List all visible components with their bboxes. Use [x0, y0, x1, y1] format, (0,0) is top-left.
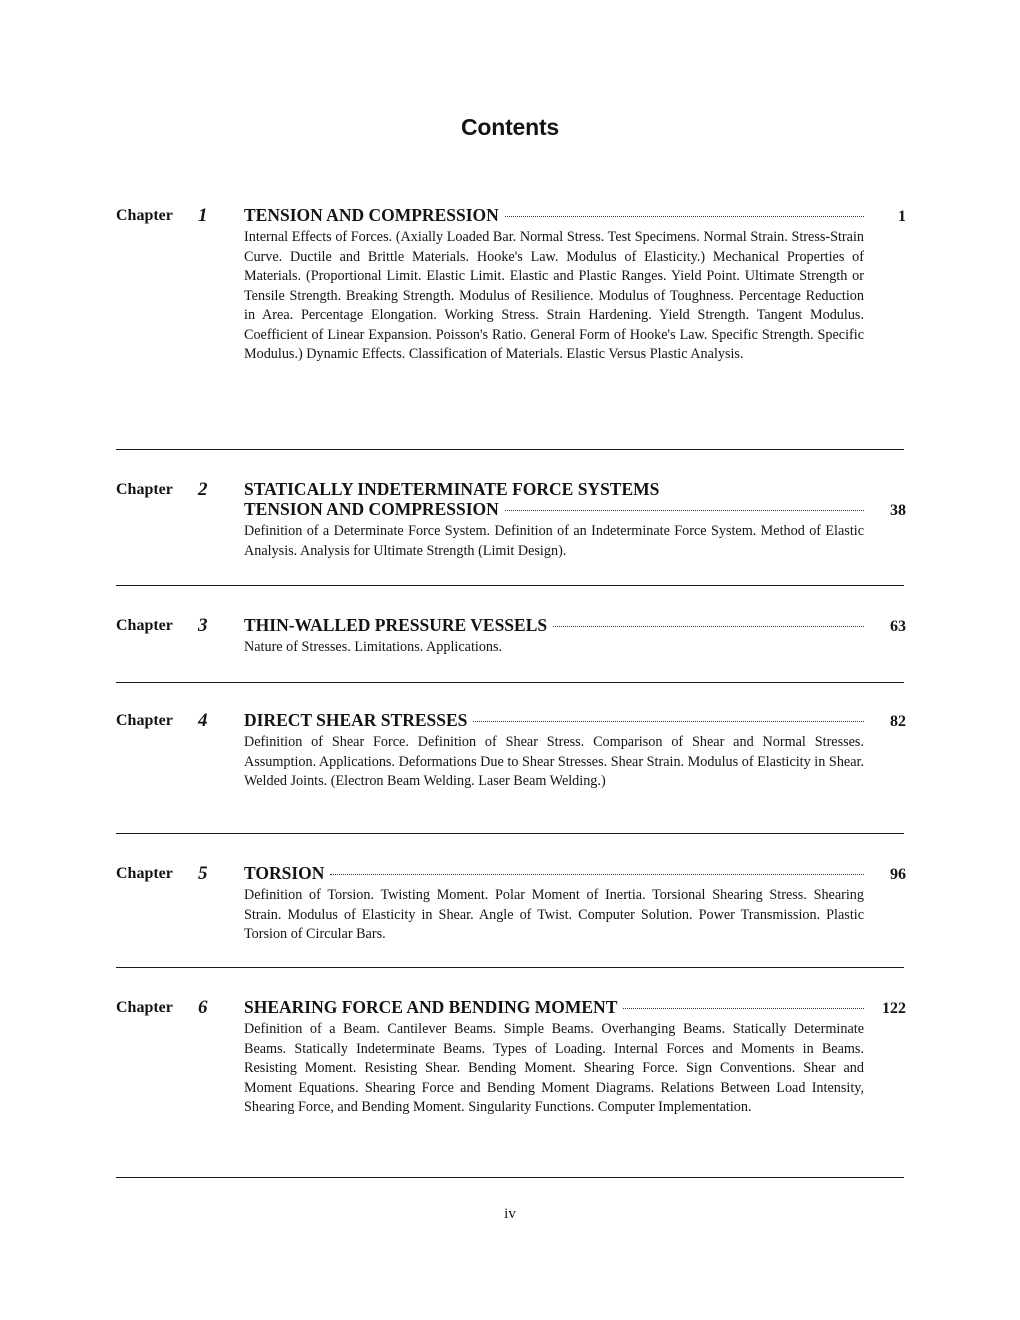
chapter-word: Chapter: [116, 617, 173, 634]
chapter-number: 5: [198, 863, 208, 884]
chapter-page-number[interactable]: 1: [898, 208, 906, 225]
chapter-label: [116, 617, 216, 635]
chapter-title-row[interactable]: [244, 499, 906, 521]
chapter-summary: Definition of a Beam. Cantilever Beams. Simple Beams. Overhanging Beams. Statically Determinate Beams. Statically Indeterminate Beams. Types of Loading. Internal Forces and Moments in Beams. Resisting Moment. Resisting Shear. Bending Moment. Shearing Force. Sign Conventions. Shear and Moment Equations. Shearing Force and Bending Moment Diagrams. Relations Between Load Intensity, Shearing Force, and Bending Moment. Singularity Functions. Computer Implementation.: [244, 1021, 864, 1115]
chapter-title-row[interactable]: [244, 863, 906, 885]
dot-leader: [623, 1008, 864, 1009]
chapter-word: Chapter: [116, 999, 173, 1016]
chapter-page-number[interactable]: 82: [890, 713, 906, 730]
chapter-page-number[interactable]: 63: [890, 618, 906, 635]
chapter-title[interactable]: SHEARING FORCE AND BENDING MOMENT: [244, 997, 618, 1017]
chapter-label: [116, 999, 216, 1017]
chapter-title[interactable]: TORSION: [244, 863, 325, 883]
chapter-title-row[interactable]: [244, 710, 906, 732]
chapter-number: 4: [198, 710, 208, 731]
chapter-number: 1: [198, 205, 208, 226]
chapter-title[interactable]: TENSION AND COMPRESSION: [244, 205, 499, 225]
chapter-number: 2: [198, 479, 208, 500]
chapter-summary: Nature of Stresses. Limitations. Applications.: [244, 639, 503, 655]
dot-leader: [330, 874, 864, 875]
chapter-body: [244, 615, 906, 658]
chapter-number: 3: [198, 615, 208, 636]
chapter-title-row[interactable]: [244, 205, 906, 227]
chapter-summary: Definition of Torsion. Twisting Moment. Polar Moment of Inertia. Torsional Shearing Stress. Shearing Strain. Modulus of Elasticity in Shear. Angle of Twist. Computer Solution. Power Transmission. Plastic Torsion of Circular Bars.: [244, 887, 864, 942]
chapter-title-row[interactable]: [244, 997, 906, 1019]
chapter-body: [244, 997, 906, 1118]
chapter-label: [116, 481, 216, 499]
chapter-word: Chapter: [116, 481, 173, 498]
dot-leader: [473, 721, 864, 722]
page-number-footer: iv: [504, 1206, 516, 1222]
section-divider: [116, 449, 904, 450]
chapter-title-row[interactable]: [244, 615, 906, 637]
chapter-page-number[interactable]: 96: [890, 866, 906, 883]
chapter-body: [244, 479, 906, 561]
chapter-body: [244, 205, 906, 365]
chapter-title[interactable]: DIRECT SHEAR STRESSES: [244, 710, 468, 730]
section-divider: [116, 1177, 904, 1178]
section-divider: [116, 967, 904, 968]
chapter-summary: Internal Effects of Forces. (Axially Loaded Bar. Normal Stress. Test Specimens. Normal Strain. Stress-Strain Curve. Ductile and Brittle Materials. Hooke's Law. Modulus of Elasticity.) Mechanical Properties of Materials. (Proportional Limit. Elastic Limit. Elastic and Plastic Ranges. Yield Point. Ultimate Strength or Tensile Strength. Breaking Strength. Modulus of Resilience. Modulus of Toughness. Percentage Reduction in Area. Percentage Elongation. Working Stress. Strain Hardening. Yield Strength. Tangent Modulus. Coefficient of Linear Expansion. Poisson's Ratio. General Form of Hooke's Law. Specific Strength. Specific Modulus.) Dynamic Effects. Classification of Materials. Elastic Versus Plastic Analysis.: [244, 229, 864, 362]
chapter-page-number[interactable]: 38: [890, 502, 906, 519]
chapter-summary: Definition of Shear Force. Definition of Shear Stress. Comparison of Shear and Normal Stresses. Assumption. Applications. Deformations Due to Shear Stresses. Shear Strain. Modulus of Elasticity in Shear. Welded Joints. (Electron Beam Welding. Laser Beam Welding.): [244, 734, 864, 789]
dot-leader: [505, 216, 864, 217]
chapter-word: Chapter: [116, 207, 173, 224]
chapter-title-first-line[interactable]: STATICALLY INDETERMINATE FORCE SYSTEMS: [244, 479, 660, 499]
chapter-summary: Definition of a Determinate Force System. Definition of an Indeterminate Force System. Method of Elastic Analysis. Analysis for Ultimate Strength (Limit Design).: [244, 523, 864, 559]
chapter-number: 6: [198, 997, 208, 1018]
chapter-body: [244, 863, 906, 945]
section-divider: [116, 585, 904, 586]
chapter-label: [116, 865, 216, 883]
chapter-body: [244, 710, 906, 792]
chapter-word: Chapter: [116, 712, 173, 729]
chapter-title[interactable]: THIN-WALLED PRESSURE VESSELS: [244, 615, 548, 635]
chapter-word: Chapter: [116, 865, 173, 882]
chapter-label: [116, 207, 216, 225]
chapter-label: [116, 712, 216, 730]
section-divider: [116, 833, 904, 834]
page-title: Contents: [460, 114, 560, 140]
section-divider: [116, 682, 904, 683]
dot-leader: [505, 510, 864, 511]
chapter-page-number[interactable]: 122: [882, 1000, 906, 1017]
dot-leader: [553, 626, 864, 627]
chapter-title[interactable]: TENSION AND COMPRESSION: [244, 499, 499, 519]
